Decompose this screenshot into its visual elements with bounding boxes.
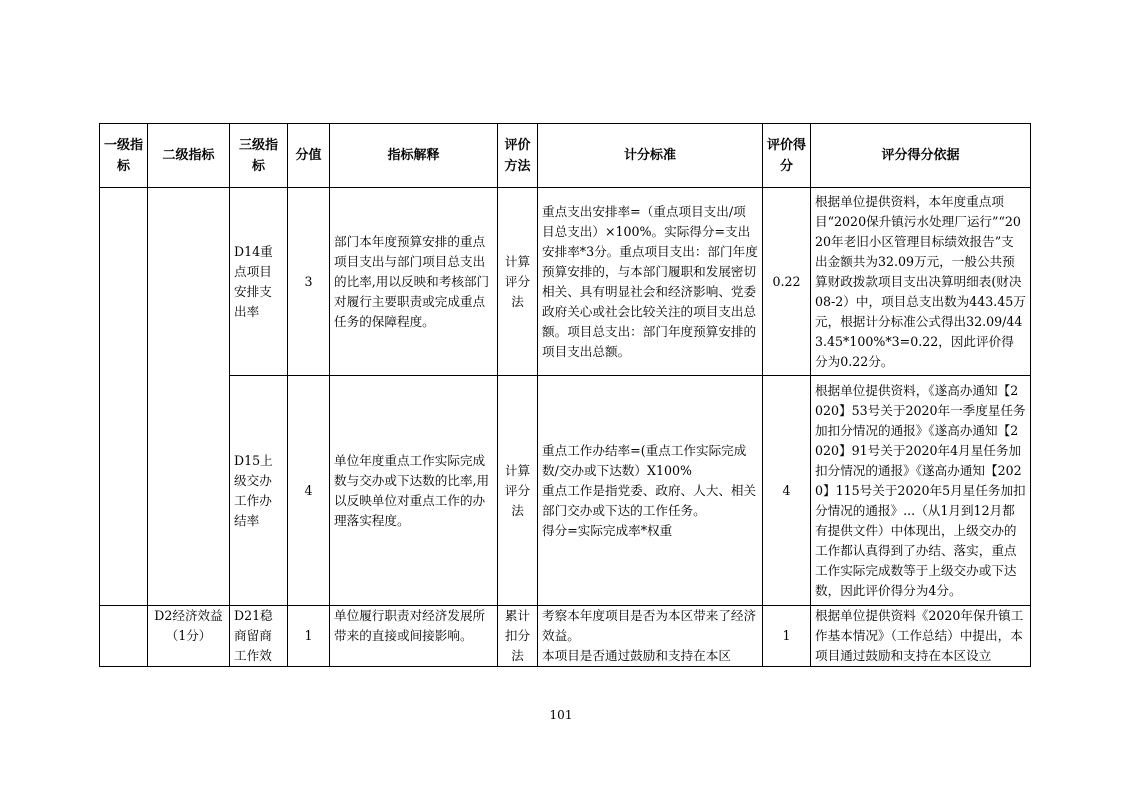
standard-line: 考察本年度项目是否为本区带来了经济效益。 xyxy=(542,608,757,643)
level2-cell: D2经济效益（1分） xyxy=(148,606,230,667)
level1-cell xyxy=(100,188,148,606)
level1-cell xyxy=(100,606,148,667)
standard-line: 重点工作办结率=(重点工作实际完成数/交办或下达数）X100% xyxy=(542,442,747,478)
header-result: 评价得分 xyxy=(763,124,811,188)
basis-cell: 根据单位提供资料，本年度重点项目“2020保升镇污水处理厂运行”“2020年老旧小区管理目标绩效报告”支出金额共为32.09万元，一般公共预算财政拨款项目支出决算明细表(财决08-2）中，项目总支出数为443.45万元，根据计分标准公式得出32.09/443.45*100%*3=0.22，因此评价得分为0.22分。 xyxy=(811,188,1031,376)
header-level3: 三级指标 xyxy=(230,124,288,188)
header-standard: 计分标准 xyxy=(538,124,763,188)
basis-cell xyxy=(811,606,1031,667)
method-cell: 计算评分法 xyxy=(498,376,538,606)
result-cell: 4 xyxy=(763,376,811,606)
page-number: 101 xyxy=(549,708,573,722)
standard-line: 重点工作是指党委、政府、人大、相关部门交办或下达的工作任务。 xyxy=(542,482,757,518)
evaluation-table xyxy=(99,123,1031,667)
method-cell: 累计扣分法 xyxy=(498,606,538,667)
header-explanation: 指标解释 xyxy=(330,124,498,188)
standard-line: 得分=实际完成率*权重 xyxy=(542,522,673,538)
table-row xyxy=(100,376,1031,606)
header-row xyxy=(100,124,1031,188)
table-row xyxy=(100,188,1031,376)
standard-cell xyxy=(538,376,763,606)
score-cell: 3 xyxy=(288,188,330,376)
header-level1: 一级指标 xyxy=(100,124,148,188)
result-cell: 0.22 xyxy=(763,188,811,376)
level2-cell xyxy=(148,188,230,606)
result-cell: 1 xyxy=(763,606,811,667)
score-cell: 1 xyxy=(288,606,330,667)
header-basis: 评分得分依据 xyxy=(811,124,1031,188)
header-level2: 二级指标 xyxy=(148,124,230,188)
level3-text: D21稳商留商工作效 xyxy=(234,608,273,663)
explanation-cell: 单位履行职责对经济发展所带来的直接或间接影响。 xyxy=(330,606,498,667)
header-score: 分值 xyxy=(288,124,330,188)
score-cell: 4 xyxy=(288,376,330,606)
level3-cell: D14重点项目安排支出率 xyxy=(230,188,288,376)
explanation-cell: 单位年度重点工作实际完成数与交办或下达数的比率,用以反映单位对重点工作的办理落实程度。 xyxy=(330,376,498,606)
standard-cell xyxy=(538,606,763,667)
method-cell: 计算评分法 xyxy=(498,188,538,376)
level3-cell: D15上级交办工作办结率 xyxy=(230,376,288,606)
header-method: 评价方法 xyxy=(498,124,538,188)
standard-cell: 重点支出安排率=（重点项目支出/项目总支出）×100%。实际得分=支出安排率*3分。重点项目支出：部门年度预算安排的，与本部门履职和发展密切相关、具有明显社会和经济影响、党委政府关心或社会比较关注的项目支出总额。项目总支出：部门年度预算安排的项目支出总额。 xyxy=(538,188,763,376)
basis-text: 根据单位提供资料《2020年保升镇工作基本情况》（工作总结）中提出，本项目通过鼓励和支持在本区设立 xyxy=(815,608,1024,663)
explanation-cell: 部门本年度预算安排的重点项目支出与部门项目总支出的比率,用以反映和考核部门对履行主要职责或完成重点任务的保障程度。 xyxy=(330,188,498,376)
table-row xyxy=(100,606,1031,667)
level3-cell xyxy=(230,606,288,667)
standard-line: 本项目是否通过鼓励和支持在本区 xyxy=(542,648,731,663)
basis-cell: 根据单位提供资料，《遂高办通知【2020】53号关于2020年一季度星任务加扣分情况的通报》《遂高办通知【2020】91号关于2020年4月星任务加扣分情况的通报》《遂高办通知【2020】115号关于2020年5月星任务加扣分情况的通报》...（从1月到12月都有提供文件）中体现出，上级交办的工作都认真得到了办结、落实，重点工作实际完成数等于上级交办或下达数，因此评价得分为4分。 xyxy=(811,376,1031,606)
